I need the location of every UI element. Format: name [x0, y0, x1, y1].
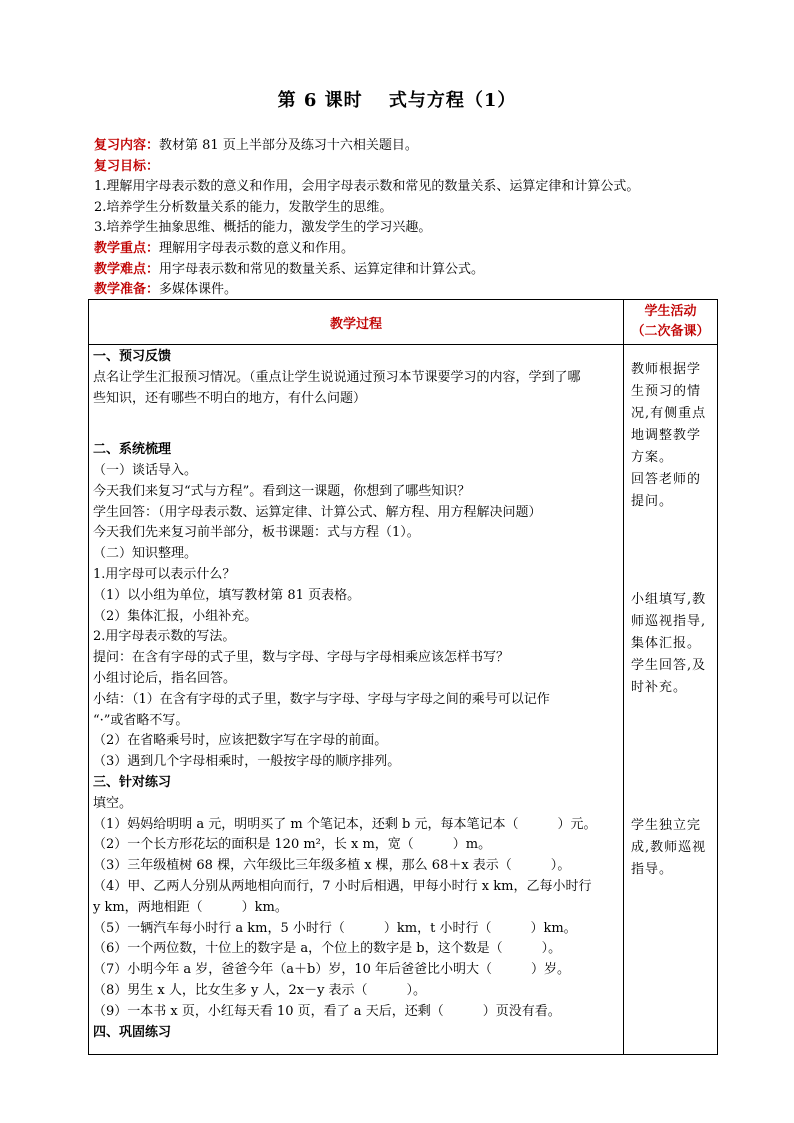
activity-block-1 [631, 359, 711, 513]
activity-line: 况,有侧重点 [631, 406, 707, 421]
activity-line: 教师根据学 [631, 362, 702, 377]
review-goal-label: 复习目标： [94, 158, 160, 174]
exercise-item: （5）一辆汽车每小时行 a km，5 小时行（ ）km，t 小时行（ ）km。 [93, 920, 577, 936]
process-line: “·”或省略不写。 [93, 712, 189, 728]
activity-line: 学生独立完 [631, 818, 702, 833]
process-line: 今天我们先来复习前半部分，板书课题：式与方程（1）。 [93, 525, 420, 541]
header-student-activity [624, 300, 718, 345]
teaching-key-label: 教学重点： [94, 240, 160, 256]
process-line: 今天我们来复习“式与方程”。看到这一课题，你想到了哪些知识？ [93, 483, 471, 499]
process-line: 小结：（1）在含有字母的式子里，数字与字母、字母与字母之间的乘号可以记作 [93, 691, 550, 707]
teaching-difficulty-label: 教学难点： [94, 261, 160, 277]
lesson-meta [94, 136, 734, 301]
activity-line: 回答老师的 [631, 472, 702, 487]
teaching-prep-text: 多媒体课件。 [159, 282, 238, 298]
exercise-item: （2）一个长方形花坛的面积是 120 m²，长 x m，宽（ ）m。 [93, 837, 492, 853]
activity-line: 小组填写,教 [631, 592, 707, 607]
activity-line: 生预习的情 [631, 384, 702, 399]
activity-line: 提问。 [631, 494, 674, 509]
teaching-prep [94, 280, 734, 301]
lesson-title: 第 6 课时 式与方程（1） [277, 90, 517, 111]
process-line: 小组讨论后，指名回答。 [93, 670, 237, 686]
teaching-key-text: 理解用字母表示数的意义和作用。 [159, 240, 355, 256]
activity-block-3 [631, 815, 711, 881]
header-side-line-2: （二次备课） [631, 324, 710, 339]
process-line: 提问：在含有字母的式子里，数与字母、字母与字母相乘应该怎样书写？ [93, 650, 510, 666]
exercise-item: （8）男生 x 人，比女生多 y 人，2x－y 表示（ ）。 [93, 982, 427, 998]
process-line: 学生回答：（用字母表示数、运算定律、计算公式、解方程、用方程解决问题） [93, 504, 542, 520]
section-heading: 四、巩固练习 [93, 1024, 172, 1040]
header-teaching-process: 教学过程 [89, 300, 624, 345]
process-line: （一）谈话导入。 [93, 462, 198, 478]
exercise-item: （7）小明今年 a 岁，爸爸今年（a＋b）岁，10 年后爸爸比小明大（ ）岁。 [93, 962, 571, 978]
header-side-line-1: 学生活动 [644, 304, 697, 319]
review-content-label: 复习内容： [94, 138, 160, 153]
process-line: （3）遇到几个字母相乘时，一般按字母的顺序排列。 [93, 754, 401, 770]
goal-item: 3.培养学生抽象思维、概括的能力，激发学生的学习兴趣。 [94, 220, 432, 236]
teaching-prep-label: 教学准备： [94, 282, 160, 298]
process-line: （2）集体汇报，小组补充。 [93, 608, 258, 624]
teaching-difficulty [94, 260, 734, 281]
activity-line: 地调整教学 [631, 428, 702, 443]
section-heading: 三、针对练习 [93, 774, 172, 790]
process-content [89, 345, 624, 1055]
activity-line: 成,教师巡视 [631, 840, 707, 855]
exercise-item: （3）三年级植树 68 棵，六年级比三年级多植 x 棵，那么 68＋x 表示（ ）。 [93, 858, 571, 874]
process-line: （2）在省略乘号时，应该把数字写在字母的前面。 [93, 733, 388, 749]
process-line: 2.用字母表示数的写法。 [93, 629, 236, 645]
activity-line: 时补充。 [631, 680, 688, 695]
activity-line: 学生回答,及 [631, 658, 707, 673]
section-heading: 二、系统梳理 [93, 442, 172, 458]
process-line: 1.用字母可以表示什么？ [93, 566, 236, 582]
process-line: 点名让学生汇报预习情况。（重点让学生说说通过预习本节课要学习的内容，学到了哪 [93, 369, 581, 385]
activity-line: 指导。 [631, 862, 674, 877]
process-line: （1）以小组为单位，填写教材第 81 页表格。 [93, 587, 361, 603]
exercise-item: （9）一本书 x 页，小红每天看 10 页，看了 a 天后，还剩（ ）页没有看。 [93, 1003, 561, 1019]
process-line: 些知识，还有哪些不明白的地方，有什么问题） [93, 390, 367, 406]
teaching-process-table [88, 299, 718, 1055]
exercise-item: y km，两地相距（ ）km。 [93, 899, 288, 915]
student-activity-column [624, 345, 718, 1055]
process-line: （二）知识整理。 [93, 546, 198, 562]
activity-line: 方案。 [631, 450, 674, 465]
goal-item: 1.理解用字母表示数的意义和作用，会用字母表示数和常见的数量关系、运算定律和计算公式。 [94, 179, 640, 195]
teaching-key [94, 239, 734, 260]
process-line: 填空。 [93, 795, 133, 811]
exercise-item: （4）甲、乙两人分别从两地相向而行，7 小时后相遇，甲每小时行 x km，乙每小时行 [93, 878, 592, 894]
review-goal [94, 157, 734, 178]
review-content [94, 136, 734, 157]
activity-block-2 [631, 589, 711, 699]
activity-line: 师巡视指导, [631, 614, 707, 629]
teaching-difficulty-text: 用字母表示数和常见的数量关系、运算定律和计算公式。 [159, 261, 485, 277]
exercise-item: （1）妈妈给明明 a 元，明明买了 m 个笔记本，还剩 b 元，每本笔记本（ ）元。 [93, 816, 597, 832]
table-header-row [89, 300, 718, 345]
exercise-item: （6）一个两位数，十位上的数字是 a，个位上的数字是 b，这个数是（ ）。 [93, 941, 562, 957]
table-body-row [89, 345, 718, 1055]
activity-line: 集体汇报。 [631, 636, 702, 651]
goal-item: 2.培养学生分析数量关系的能力，发散学生的思维。 [94, 199, 393, 215]
review-content-text: 教材第 81 页上半部分及练习十六相关题目。 [159, 138, 418, 153]
section-heading: 一、预习反馈 [93, 349, 172, 364]
